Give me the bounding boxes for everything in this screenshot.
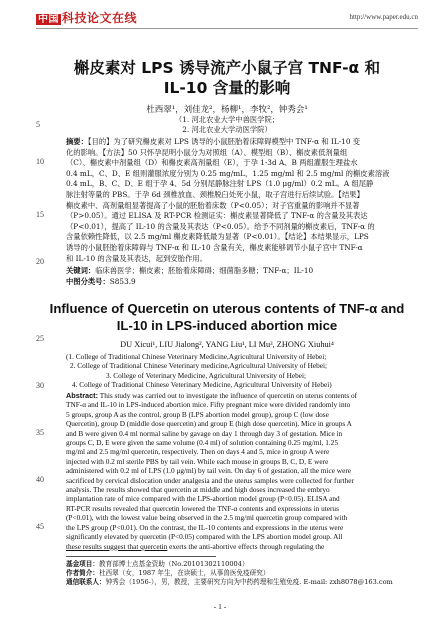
abstract-cn-line: （C）、槲皮素中剂量组（D）和槲皮素高剂量组（E），于孕 1-3d A、B 两组灌服生理盐水	[66, 158, 358, 168]
affiliation-en: 3. College of Veterinary Medicine, Agricultural University of Hebei;	[106, 370, 307, 380]
footnote-rule	[66, 556, 216, 557]
abstract-en-line: implantation rate of mice compared with the LPS-abortion model group (P<0.05). ELISA and	[66, 494, 340, 504]
page-header	[36, 6, 418, 29]
abstract-cn-label: 摘要：	[66, 137, 88, 146]
affiliation-cn: （1. 河北农业大学中兽医学院；	[174, 115, 280, 124]
fund-label: 基金项目：	[66, 560, 99, 568]
abstract-en-line: (P<0.01), with the lowest value being observed in the 2.5 mg/ml quercetin group compared with	[66, 513, 348, 523]
authors-en: DU Xicui¹, LIU Jialong², YANG Liu¹, LI Mu³, ZHONG Xiuhui⁴	[120, 340, 334, 349]
line-number: 15	[36, 210, 44, 219]
author-info-text: 杜西翠（女，1987 年生，在读硕士，从事兽医免疫研究）	[98, 569, 270, 577]
abstract-cn	[66, 137, 412, 264]
affiliations-en	[66, 352, 412, 390]
abstract-cn-line: 诱导的小鼠胚胎着床障碍与 TNF-α 和 IL-10 含量有关，槲皮素能够调节小鼠子宫中 TNF-α	[66, 242, 363, 252]
abstract-en-line: analysis. The results showed that quercetin at middle and high doses increased the embryo	[66, 485, 330, 495]
abstract-en	[66, 391, 412, 551]
line-number: 10	[36, 157, 44, 166]
affiliation-en: 2. College of Traditional Chinese Veterinary medicine,Agricultural University of Hebei;	[70, 361, 328, 371]
line-number: 20	[36, 257, 44, 266]
corresponding-label: 通信联系人：	[66, 578, 106, 586]
logo-cn-mark: 中国	[38, 14, 59, 25]
title-cn-line1: 槲皮素对 LPS 诱导流产小鼠子宫 TNF-α 和	[73, 59, 381, 77]
line-number: 25	[36, 334, 44, 343]
abstract-cn-line: 0.4 mL，C、D、E 组则灌服浓度分别为 0.25 mg/mL，1.25 mg/ml 和 2.5 mg/ml 的槲皮素溶液	[66, 168, 390, 178]
abstract-cn-line: 槲皮素中、高剂量组显著提高了小鼠的胚胎着床数（P<0.05）；对子宫重量的影响并不显著	[66, 200, 360, 210]
line-number: 45	[36, 522, 44, 531]
abstract-en-line: and B were given 0.4 ml normal saline by gavage on day 1 through day 3 of gestation. Mice in	[66, 428, 343, 438]
keywords-cn-label: 关键词：	[66, 266, 96, 275]
abstract-cn-line: 脉注射等量的 PBS。于孕 6d 颈椎放血、颈椎脱臼处死小鼠，取子宫进行后续试验。【结果】	[66, 189, 364, 199]
logo-text: 科技论文在线	[62, 11, 138, 25]
line-number: 30	[36, 381, 44, 390]
abstract-en-line: This study was carried out to investigate the influence of quercetin on uterus contents of	[99, 391, 358, 400]
title-en	[36, 300, 418, 334]
line-number: 40	[36, 475, 44, 484]
abstract-en-line: groups C, D, E were given the same volume (0.4 ml) of solution containing 0.25 mg/ml, 1.25	[66, 438, 338, 448]
abstract-en-line: TNF-α and IL-10 in LPS-induced abortion mice. Fifty pregnant mice were divided randomly into	[66, 400, 351, 410]
site-logo[interactable]	[36, 9, 137, 26]
footnotes	[66, 560, 412, 587]
abstract-en-line: Quercetin), group D (middle dose quercetin) and group E (high dose quercetin). Mice in groups A	[66, 419, 352, 429]
title-en-line1: Influence of Quercetin on uterous contents of TNF-α and	[49, 301, 405, 316]
abstract-cn-line: （P<0.01），提高了 IL-10 的含量及其表达（P<0.05）。给予不同剂量的槲皮素后，TNF-α 的	[66, 221, 375, 231]
abstract-en-line: injected with 0.2 ml sterile PBS by tail vein. While each mouse in groups B, C, D, E were	[66, 456, 329, 466]
affiliation-cn: 2. 河北农业大学动医学院）	[182, 125, 272, 134]
author-info-label: 作者简介：	[66, 569, 99, 577]
abstract-en-line: mg/ml and 2.5 mg/ml quercetin, respectively. Then on days 4 and 5, mice in group A were	[66, 447, 330, 457]
abstract-en-line: sacrificed by cervical dislocation under analgesia and the uterus samples were collected for further	[66, 475, 354, 485]
fund-text: 教育部博士点基金资助（No.20101302110004）	[98, 560, 249, 568]
abstract-en-line: administered with 0.2 ml of LPS (1.0 μg/ml) by tail vein. On day 6 of gestation, all the mice were	[66, 466, 351, 476]
corresponding-text: 钟秀会（1956-），男，教授，主要研究方向为中药药理和生殖免疫. E-mail: zxh8078@163.com	[105, 578, 393, 586]
title-cn-line2: IL-10 含量的影响	[163, 79, 291, 97]
abstract-en-line: 5 groups, group A as the control, group B (LPS abortion model group), group C (low dose	[66, 409, 329, 419]
abstract-cn-line: 化的影响。【方法】50 只怀孕昆明小鼠分为对照组（A）、模型组（B）、槲皮素低剂量组	[66, 147, 348, 157]
abstract-cn-line: 【目的】为了研究槲皮素对 LPS 诱导的小鼠胚胎着床障碍模型中 TNF-α 和 IL-10 变	[87, 137, 361, 146]
classification-cn-text: S853.9	[109, 276, 136, 286]
abstract-cn-line: （P>0.05）。通过 ELISA 及 RT-PCR 检测证实：槲皮素显著降低了 TNF-α 的含量及其表达	[66, 211, 368, 221]
abstract-cn-line: 和 IL-10 的含量及其表达，起到安胎作用。	[66, 253, 207, 263]
keywords-cn-text: 临床兽医学；槲皮素；胚胎着床障碍；细菌脂多糖；TNF-α；IL-10	[95, 266, 314, 275]
abstract-en-line-rest: exerts the anti-abortive effects through regulating the	[167, 541, 325, 551]
abstract-en-line: significantly elevated by quercetin (P<0.05) compared with the LPS abortion model group. All	[66, 532, 343, 542]
line-number: 35	[36, 428, 44, 437]
abstract-cn-line: 含量依赖性降低，以 2.5 mg/ml 槲皮素降低最为显著（P<0.01）。【结论】本结果显示，LPS	[66, 232, 369, 242]
classification-cn-label: 中图分类号：	[66, 276, 110, 286]
affiliation-en: 4. College of Traditional Chinese Veterinary Medicine, Agricultural University of Hebei)	[72, 380, 332, 390]
abstract-en-underlined: these results suggest that quercetin	[66, 541, 168, 551]
page-number: - 1 -	[213, 602, 227, 611]
affiliation-en: (1. College of Traditional Chinese Veterinary Medicine,Agricultural University of Hebei;	[66, 352, 327, 361]
authors-cn: 杜西翠¹，刘佳龙²，杨柳¹，李牧²，钟秀会¹	[146, 105, 308, 115]
abstract-en-line: the LPS group (P<0.01). On the contrast, the IL-10 contents and expressions in the uterus were	[66, 522, 344, 532]
abstract-cn-line: 0.4 mL，B、C、D、E 组于孕 4、5d 分别尾静脉注射 LPS（1.0 μg/ml）0.2 mL。A 组尾静	[66, 179, 374, 189]
abstract-en-label: Abstract:	[66, 391, 99, 400]
keywords-cn	[66, 266, 412, 287]
title-en-line2: IL-10 in LPS-induced abortion mice	[116, 318, 338, 333]
abstract-en-last-line	[66, 542, 412, 551]
site-url[interactable]: http://www.paper.edu.cn	[349, 13, 418, 21]
abstract-en-line: RT-PCR results revealed that quercetin lowered the TNF-α contents and expressions in uterus	[66, 503, 339, 513]
line-number: 5	[36, 120, 40, 129]
title-cn	[36, 58, 418, 98]
affiliations-cn	[36, 115, 418, 135]
